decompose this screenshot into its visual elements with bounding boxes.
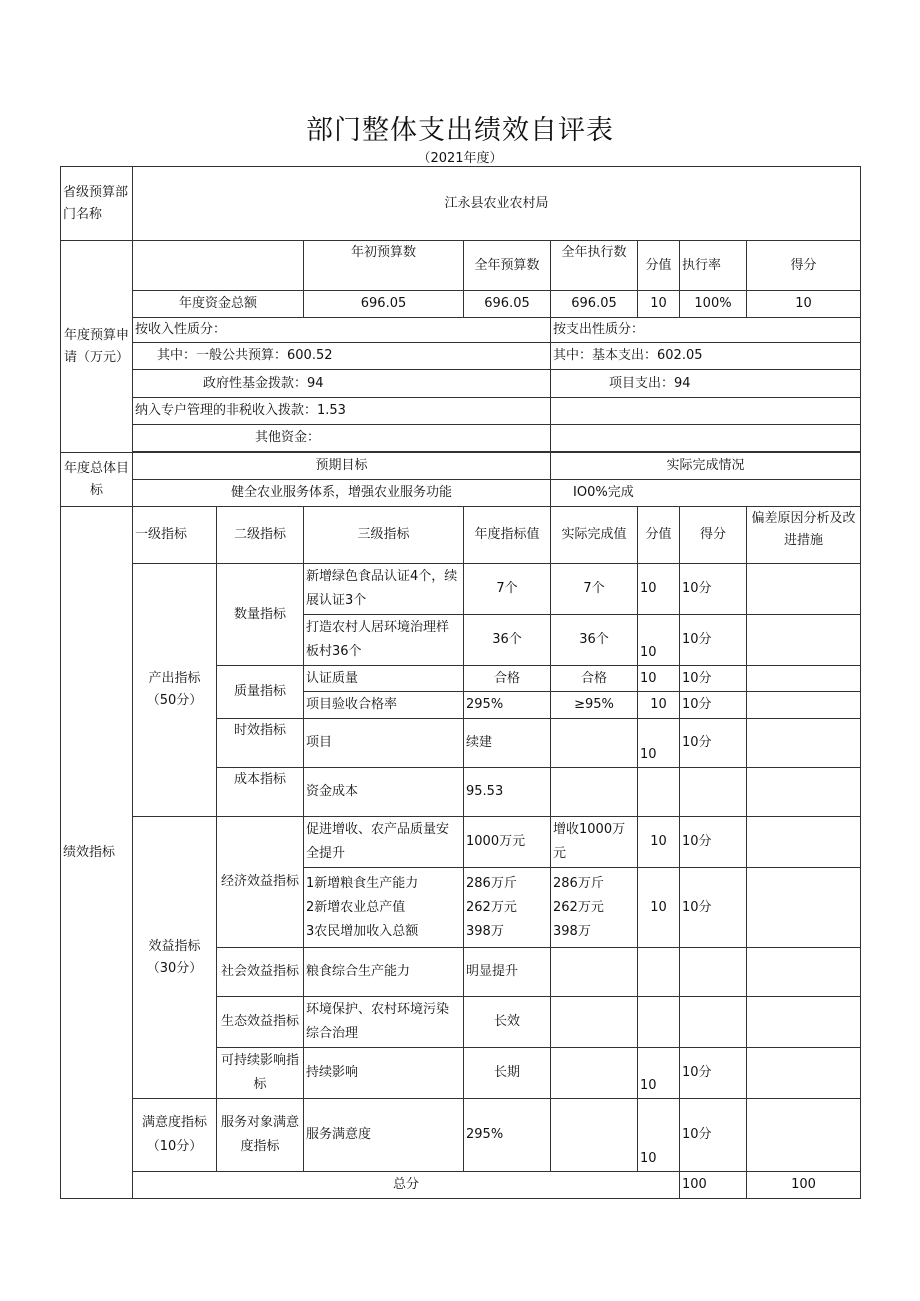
m1-value: 10 xyxy=(638,1099,680,1172)
perf-header-actual: 实际完成值 xyxy=(551,507,638,564)
nontax-income: 纳入专户管理的非税收入拨款：1.53 xyxy=(133,398,551,425)
e2-actual xyxy=(551,868,638,948)
budget-header-blank xyxy=(133,241,304,291)
q2-target: 36个 xyxy=(464,615,551,666)
by-expense-label: 按支出性质分： xyxy=(551,318,861,343)
ql1-actual: 合格 xyxy=(551,666,638,692)
header-score: 得分 xyxy=(747,241,861,291)
evaluation-table xyxy=(60,166,861,1199)
perf-header-deviation: 偏差原因分析及改进措施 xyxy=(747,507,861,564)
e1-target: 1000万元 xyxy=(464,817,551,868)
cost-indicator-label: 成本指标 xyxy=(217,768,304,817)
p1-target: 长期 xyxy=(464,1048,551,1099)
dept-label: 省级预算部门名称 xyxy=(61,167,133,241)
perf-header-level2: 二级指标 xyxy=(217,507,304,564)
total-rate: 100% xyxy=(680,291,747,318)
expected-goal-header: 预期目标 xyxy=(133,453,551,480)
e2-actual-line-1: 286万斤 xyxy=(553,875,604,891)
q2-actual: 36个 xyxy=(551,615,638,666)
total-full-year: 696.05 xyxy=(464,291,551,318)
gov-fund: 政府性基金拨款：94 xyxy=(133,370,551,398)
general-budget: 其中：一般公共预算：600.52 xyxy=(133,343,551,370)
e2-name-line-3: 3农民增加收入总额 xyxy=(306,923,419,939)
m1-name: 服务满意度 xyxy=(304,1099,464,1172)
e2-name-line-1: 1新增粮食生产能力 xyxy=(306,875,419,891)
benefit-indicator-label: 效益指标（30分） xyxy=(133,817,217,1099)
p1-name: 持续影响 xyxy=(304,1048,464,1099)
g1-name: 环境保护、农村环境污染综合治理 xyxy=(304,997,464,1048)
t1-name: 项目 xyxy=(304,719,464,768)
ql2-target: 295% xyxy=(464,692,551,719)
c1-name: 资金成本 xyxy=(304,768,464,817)
total-funds-label: 年度资金总额 xyxy=(133,291,304,318)
quantity-indicator-label: 数量指标 xyxy=(217,564,304,666)
perf-header-annual-target: 年度指标值 xyxy=(464,507,551,564)
c1-target: 95.53 xyxy=(464,768,551,817)
g1-target: 长效 xyxy=(464,997,551,1048)
e2-name xyxy=(304,868,464,948)
project-expense: 项目支出：94 xyxy=(551,370,861,398)
by-income-label: 按收入性质分： xyxy=(133,318,551,343)
total-score-value: 10 xyxy=(638,291,680,318)
sustain-indicator-label: 可持续影响指标 xyxy=(217,1048,304,1099)
e1-name: 促进增收、农产品质量安全提升 xyxy=(304,817,464,868)
satisfaction-indicator-label: 满意度指标（10分） xyxy=(133,1099,217,1172)
e1-value: 10 xyxy=(638,817,680,868)
e2-score: 10分 xyxy=(680,868,747,948)
expected-goal: 健全农业服务体系，增强农业服务功能 xyxy=(133,480,551,507)
e2-actual-line-3: 398万 xyxy=(553,923,591,939)
satisfaction-sub-label: 服务对象满意度指标 xyxy=(217,1099,304,1172)
e1-actual: 增收1000万元 xyxy=(551,817,638,868)
total-score-final: 100 xyxy=(747,1172,861,1199)
e2-value: 10 xyxy=(638,868,680,948)
perf-header-level3: 三级指标 xyxy=(304,507,464,564)
perf-header-score: 得分 xyxy=(680,507,747,564)
page-subtitle: （2021年度） xyxy=(417,151,503,166)
header-full-year-budget: 全年预算数 xyxy=(464,241,551,291)
t1-value: 10 xyxy=(638,719,680,768)
actual-status: IO0%完成 xyxy=(551,480,861,507)
q1-name: 新增绿色食品认证4个，续展认证3个 xyxy=(304,564,464,615)
ql2-score: 10分 xyxy=(680,692,747,719)
q2-score: 10分 xyxy=(680,615,747,666)
p1-value: 10 xyxy=(638,1048,680,1099)
q1-score: 10分 xyxy=(680,564,747,615)
economic-indicator-label: 经济效益指标 xyxy=(217,817,304,948)
ql1-target: 合格 xyxy=(464,666,551,692)
ql1-score: 10分 xyxy=(680,666,747,692)
page-title: 部门整体支出绩效自评表 xyxy=(306,115,614,146)
goal-label: 年度总体目标 xyxy=(61,453,133,507)
q2-name: 打造农村人居环境治理样板村36个 xyxy=(304,615,464,666)
p1-score: 10分 xyxy=(680,1048,747,1099)
ql1-value: 10 xyxy=(638,666,680,692)
e2-actual-line-2: 262万元 xyxy=(553,899,604,915)
budget-section-label: 年度预算申请（万元） xyxy=(61,241,133,453)
e2-target-line-1: 286万斤 xyxy=(466,875,517,891)
perf-label: 绩效指标 xyxy=(61,507,133,1199)
header-initial-budget: 年初预算数 xyxy=(304,241,464,291)
s1-name: 粮食综合生产能力 xyxy=(304,948,464,997)
perf-header-score-value: 分值 xyxy=(638,507,680,564)
ql2-value: 10 xyxy=(638,692,680,719)
q1-target: 7个 xyxy=(464,564,551,615)
basic-expense: 其中：基本支出：602.05 xyxy=(551,343,861,370)
total-executed: 696.05 xyxy=(551,291,638,318)
header-score-value: 分值 xyxy=(638,241,680,291)
actual-status-header: 实际完成情况 xyxy=(551,453,861,480)
time-indicator-label: 时效指标 xyxy=(217,719,304,768)
total-score: 10 xyxy=(747,291,861,318)
q2-value: 10 xyxy=(638,615,680,666)
quality-indicator-label: 质量指标 xyxy=(217,666,304,719)
header-exec-rate: 执行率 xyxy=(680,241,747,291)
t1-score: 10分 xyxy=(680,719,747,768)
total-value: 100 xyxy=(680,1172,747,1199)
ql1-name: 认证质量 xyxy=(304,666,464,692)
e2-target-line-3: 398万 xyxy=(466,923,504,939)
e1-score: 10分 xyxy=(680,817,747,868)
social-indicator-label: 社会效益指标 xyxy=(217,948,304,997)
m1-target: 295% xyxy=(464,1099,551,1172)
m1-score: 10分 xyxy=(680,1099,747,1172)
other-funds: 其他资金： xyxy=(133,425,551,452)
s1-target: 明显提升 xyxy=(464,948,551,997)
ql2-name: 项目验收合格率 xyxy=(304,692,464,719)
q1-value: 10 xyxy=(638,564,680,615)
header-executed: 全年执行数 xyxy=(551,241,638,291)
total-label: 总分 xyxy=(133,1172,680,1199)
total-initial: 696.05 xyxy=(304,291,464,318)
e2-target-line-2: 262万元 xyxy=(466,899,517,915)
e2-target xyxy=(464,868,551,948)
e2-name-line-2: 2新增农业总产值 xyxy=(306,899,406,915)
output-indicator-label: 产出指标（50分） xyxy=(133,564,217,817)
perf-header-level1: 一级指标 xyxy=(133,507,217,564)
eco-indicator-label: 生态效益指标 xyxy=(217,997,304,1048)
ql2-actual: ≥95% xyxy=(551,692,638,719)
t1-target: 续建 xyxy=(464,719,551,768)
dept-value: 江永县农业农村局 xyxy=(133,167,861,241)
q1-actual: 7个 xyxy=(551,564,638,615)
